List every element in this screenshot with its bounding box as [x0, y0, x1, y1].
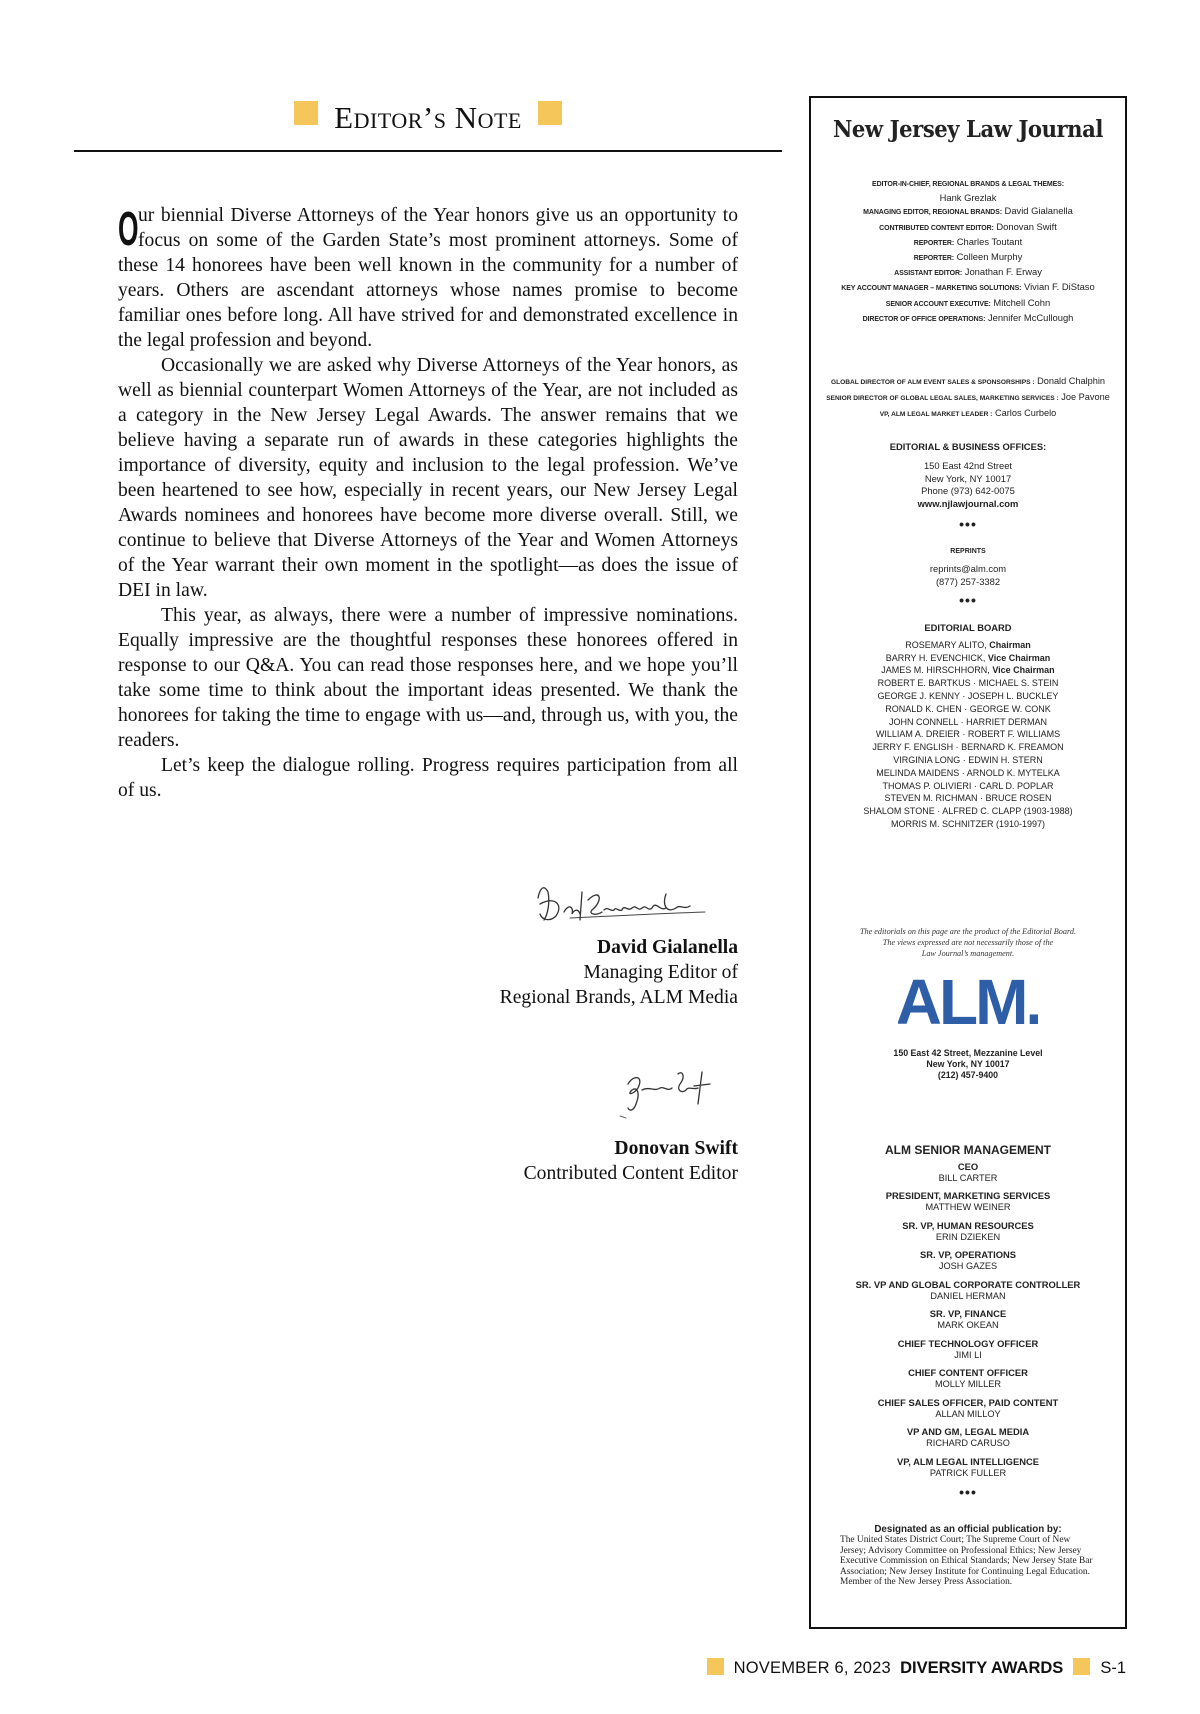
board-member-title: Vice Chairman [987, 652, 1051, 663]
staff-entry [811, 176, 1125, 191]
separator-dots: ••• [959, 1484, 977, 1501]
designated-body: The United States District Court; The Supreme Court of New Jersey; Advisory Committee on Professional Ethics; New Jersey Executive Commission on Ethical Standards; New Jersey State Bar Association; New Jersey Institute for Continuing Legal Education. Member of the New Jersey Press Association. [840, 1535, 1093, 1587]
staff-list [811, 176, 1125, 326]
staff-role: SENIOR ACCOUNT EXECUTIVE: [885, 300, 991, 308]
offices-phone: Phone (973) 642-0075 [921, 485, 1015, 497]
staff-role: VP, ALM LEGAL MARKET LEADER : [879, 411, 993, 418]
staff-name: Jonathan F. Erway [964, 266, 1042, 278]
executive-role: CHIEF CONTENT OFFICER [908, 1367, 1028, 1379]
staff-name: David Gialanella [1004, 205, 1073, 217]
alm-logo-text: ALM. [898, 966, 1038, 1030]
staff-role: ASSISTANT EDITOR: [894, 270, 963, 278]
executive-role: CEO [957, 1160, 979, 1172]
board-member-title: Chairman [989, 639, 1031, 650]
staff-name: Jennifer McCullough [987, 311, 1074, 323]
paragraph-1 [118, 203, 738, 353]
staff-entry [811, 265, 1125, 280]
signatory-title: Regional Brands, ALM Media [499, 987, 738, 1008]
publication-logo: New Jersey Law Journal [833, 116, 1103, 143]
page-number: S-1 [1100, 1659, 1126, 1677]
page-footer [697, 1658, 1126, 1678]
executive-role: SR. VP, FINANCE [929, 1308, 1007, 1320]
staff-entry [811, 235, 1125, 250]
paragraph-2: Occasionally we are asked why Diverse Attorneys of the Year honors, as well as biennial counterpart Women Attorneys of the Year, are not included as a category in the New Jersey Legal Awards. The answer remains that we believe having a separate run of awards in these categories highlights the importance of diversity, equity and inclusion to the legal profession. We’ve been heartened to see how, especially in recent years, our New Jersey Legal Awards nominees and honorees have become more diverse overall. Still, we continue to believe that Diverse Attorneys of the Year and Women Attorneys of the Year warrant their own moment in the spotlight—as does the issue of DEI in law. [118, 355, 738, 601]
executive-role: SR. VP AND GLOBAL CORPORATE CONTROLLER [855, 1278, 1081, 1290]
staff-name: Charles Toutant [956, 235, 1023, 247]
masthead-box [809, 96, 1127, 1629]
board-chair [811, 639, 1125, 652]
staff-role: GLOBAL DIRECTOR OF ALM EVENT SALES & SPONSORSHIPS : [830, 379, 1035, 386]
executive-role: PRESIDENT, MARKETING SERVICES [885, 1190, 1051, 1202]
separator-dots: ••• [959, 515, 977, 532]
accent-square-icon [294, 101, 318, 125]
section-name: DIVERSITY AWARDS [900, 1659, 1064, 1677]
signatory-name: Donovan Swift [614, 1138, 738, 1159]
global-entry [811, 390, 1125, 406]
reprints-section [811, 546, 1125, 607]
staff-role: REPORTER: [913, 239, 955, 247]
accent-square-icon [707, 1658, 724, 1675]
paragraph-3: This year, as always, there were a number of impressive nominations. Equally impressive are the thoughtful responses these honorees offered in response to our Q&A. You can read those responses here, and we hope you’ll take some time to think about the important ideas presented. We thank the honorees for taking the time to engage with us—and, through us, with you, the readers. [118, 605, 738, 751]
staff-name: Mitchell Cohn [993, 296, 1051, 308]
offices-section [811, 441, 1125, 531]
executive-role: SR. VP, HUMAN RESOURCES [902, 1219, 1034, 1231]
board-vice-chair [811, 664, 1125, 677]
staff-name: Carlos Curbelo [995, 408, 1057, 418]
editors-note-title: Editor’s Note [334, 100, 522, 135]
staff-role: CONTRIBUTED CONTENT EDITOR: [879, 224, 994, 232]
executive-name: MATTHEW WEINER [925, 1202, 1011, 1213]
board-members-row: JERRY F. ENGLISH · BERNARD K. FREAMON [872, 742, 1064, 753]
staff-entry [811, 311, 1125, 326]
alm-logo [811, 966, 1125, 1035]
staff-role: DIRECTOR OF OFFICE OPERATIONS: [862, 315, 986, 323]
board-member-name: JAMES M. HIRSCHHORN, [881, 665, 993, 676]
staff-entry [811, 296, 1125, 311]
signature-donovan-swift [610, 1060, 730, 1120]
executive-role: SR. VP, OPERATIONS [919, 1249, 1017, 1261]
board-members-row: MELINDA MAIDENS · ARNOLD K. MYTELKA [876, 767, 1060, 778]
reprints-email[interactable]: reprints@alm.com [929, 562, 1007, 574]
global-entry [811, 406, 1125, 422]
alm-address-line: 150 East 42 Street, Mezzanine Level [893, 1048, 1043, 1058]
signature-block-2 [524, 1136, 738, 1186]
accent-square-icon [1073, 1658, 1090, 1675]
executive-role: CHIEF TECHNOLOGY OFFICER [897, 1337, 1039, 1349]
disclaimer-line: Law Journal’s management. [921, 949, 1015, 958]
disclaimer-line: The views expressed are not necessarily those of the [882, 938, 1054, 947]
board-members-row: STEVEN M. RICHMAN · BRUCE ROSEN [884, 793, 1052, 804]
global-staff-list [811, 374, 1125, 422]
alm-address-line: (212) 457-9400 [937, 1070, 999, 1080]
separator-dots: ••• [959, 592, 977, 609]
executive-name: MOLLY MILLER [934, 1379, 1002, 1390]
senior-management-section [811, 1144, 1125, 1499]
designated-publication [840, 1524, 1096, 1588]
board-members-row: ROBERT E. BARTKUS · MICHAEL S. STEIN [877, 678, 1059, 689]
staff-entry [811, 204, 1125, 219]
executive-name: ALLAN MILLOY [935, 1408, 1001, 1419]
board-members-row: SHALOM STONE · ALFRED C. CLAPP (1903-1988) [863, 806, 1073, 817]
executive-name: RICHARD CARUSO [926, 1438, 1010, 1449]
executive-role: VP AND GM, LEGAL MEDIA [906, 1426, 1030, 1438]
staff-role: REPORTER: [913, 255, 955, 263]
executive-role: CHIEF SALES OFFICER, PAID CONTENT [877, 1396, 1059, 1408]
executive-name: BILL CARTER [938, 1172, 998, 1183]
offices-street: 150 East 42nd Street [923, 459, 1013, 471]
staff-role: MANAGING EDITOR, REGIONAL BRANDS: [863, 209, 1002, 217]
staff-role: KEY ACCOUNT MANAGER – MARKETING SOLUTIONS: [841, 285, 1022, 293]
drop-cap: O [118, 203, 139, 256]
designated-heading: Designated as an official publication by: [874, 1524, 1062, 1535]
staff-entry [811, 220, 1125, 235]
signature-block-1 [500, 935, 738, 1010]
alm-address [811, 1048, 1125, 1081]
signatory-name: David Gialanella [597, 937, 738, 958]
board-member-name: BARRY H. EVENCHICK, [885, 652, 988, 663]
board-members-row: THOMAS P. OLIVIERI · CARL D. POPLAR [882, 780, 1054, 791]
staff-name: Joe Pavone [1061, 392, 1110, 402]
accent-square-icon [538, 101, 562, 125]
executive-name: PATRICK FULLER [929, 1467, 1007, 1478]
staff-name: Vivian F. DiStaso [1024, 281, 1095, 293]
board-members-row: MORRIS M. SCHNITZER (1910-1997) [890, 818, 1046, 829]
board-members-row: VIRGINIA LONG · EDWIN H. STERN [893, 754, 1043, 765]
signatory-title: Managing Editor of [583, 962, 738, 983]
website-link[interactable]: www.njlawjournal.com [917, 498, 1019, 510]
executive-name: MARK OKEAN [937, 1320, 999, 1331]
staff-name: Donovan Swift [996, 220, 1057, 232]
editors-note-title-row [74, 100, 782, 136]
executive-role: VP, ALM LEGAL INTELLIGENCE [896, 1455, 1040, 1467]
offices-city: New York, NY 10017 [924, 472, 1012, 484]
signatory-title: Contributed Content Editor [523, 1163, 738, 1184]
executive-name: DANIEL HERMAN [930, 1290, 1006, 1301]
board-member-title: Vice Chairman [992, 665, 1055, 676]
staff-entry [811, 250, 1125, 265]
alm-address-line: New York, NY 10017 [926, 1059, 1010, 1069]
executive-name: ERIN DZIEKEN [935, 1231, 1001, 1242]
staff-name: Colleen Murphy [956, 251, 1023, 263]
staff-role: SENIOR DIRECTOR OF GLOBAL LEGAL SALES, MARKETING SERVICES : [826, 395, 1059, 402]
global-entry [811, 374, 1125, 390]
paragraph-1-text: ur biennial Diverse Attorneys of the Year honors give us an opportunity to focus on some of the Garden State’s most prominent attorneys. Some of these 14 honorees have been well known in the community for a number of years. Others are ascendant attorneys whose names promise to become familiar ones before long. All have strived for and demonstrated excellence in the legal profession and beyond. [118, 205, 738, 351]
senior-management-heading: ALM SENIOR MANAGEMENT [885, 1143, 1051, 1157]
editorial-board-section [811, 622, 1125, 831]
alm-logo-icon [898, 966, 1038, 1030]
staff-name: Donald Chalphin [1037, 376, 1106, 386]
reprints-phone: (877) 257-3382 [935, 575, 1001, 587]
staff-name: Hank Grezlak [939, 192, 997, 204]
staff-entry [811, 191, 1125, 204]
board-member-name: ROSEMARY ALITO, [905, 639, 990, 650]
signature-david-gialanella [530, 870, 720, 930]
paragraph-4: Let’s keep the dialogue rolling. Progress requires participation from all of us. [118, 755, 738, 801]
offices-heading: EDITORIAL & BUSINESS OFFICES: [889, 441, 1047, 452]
reprints-heading: REPRINTS [950, 548, 986, 555]
board-members-row: WILLIAM A. DREIER · ROBERT F. WILLIAMS [875, 729, 1061, 740]
executive-name: JIMI LI [954, 1349, 982, 1360]
editorial-disclaimer [831, 926, 1105, 959]
editors-note-body [118, 203, 738, 803]
board-members-row: RONALD K. CHEN · GEORGE W. CONK [885, 703, 1051, 714]
editors-note-header [74, 96, 782, 152]
board-members-row: GEORGE J. KENNY · JOSEPH L. BUCKLEY [877, 690, 1059, 701]
issue-date: NOVEMBER 6, 2023 [733, 1659, 891, 1677]
executive-name: JOSH GAZES [938, 1261, 998, 1272]
board-vice-chair [811, 652, 1125, 665]
disclaimer-line: The editorials on this page are the product of the Editorial Board. [859, 927, 1077, 936]
editorial-board-heading: EDITORIAL BOARD [924, 622, 1012, 633]
staff-entry [811, 280, 1125, 295]
staff-role: EDITOR-IN-CHIEF, REGIONAL BRANDS & LEGAL THEMES: [872, 181, 1064, 188]
board-members-row: JOHN CONNELL · HARRIET DERMAN [888, 716, 1048, 727]
